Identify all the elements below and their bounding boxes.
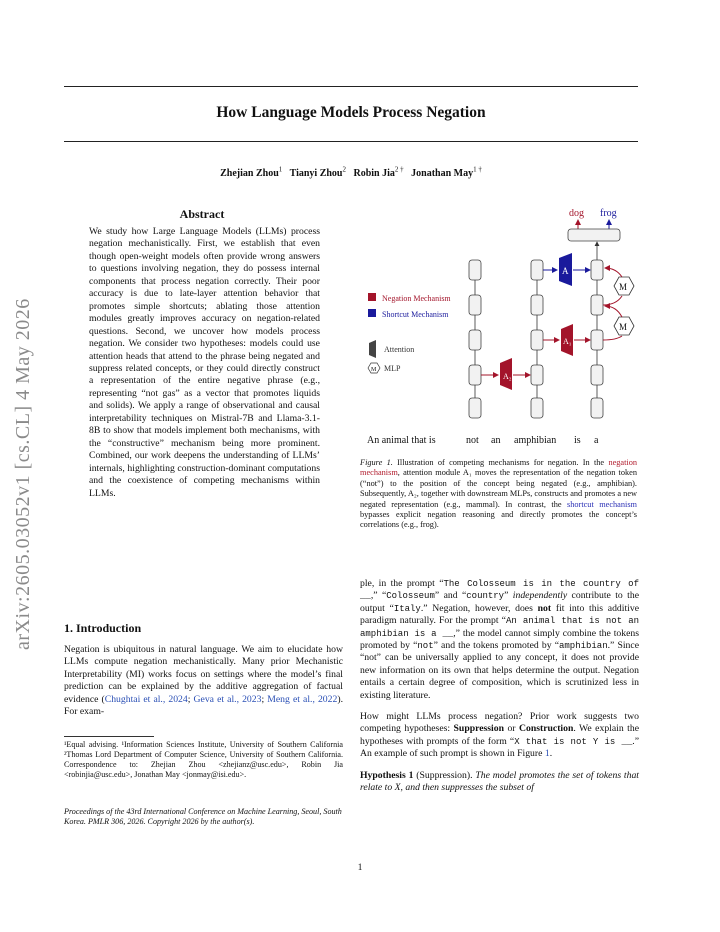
legend-shortcut-label: Shortcut Mechanism [382,310,449,319]
legend-mlp-label: MLP [384,364,401,373]
a1-label: A₂ [503,372,512,381]
unembedding-box [568,229,620,241]
token-prefix: An animal that is [367,435,436,446]
title-rule [64,141,638,142]
intro-paragraph-right-1: ple, in the prompt “The Colosseum is in the country of __,” “Colosseum” and “country” independently contribute to the output “Italy.” Negation, however, does not fit into this additive paradigm naturally. For the prompt “An animal that is not an amphibian is a __,” the model cannot simply combine the tokens promoted by “not” and the tokens promoted by “amphibian.” Since “not” can be universally applied to any concept, it does not provide new information on its own that helps determine the output. Negation entails a certain degree of composition, which is scrutinized less in existing literature. [360,578,639,701]
output-label-dog: dog [569,208,584,219]
author-2: Tianyi Zhou$^2$ [289,166,346,180]
token-a: a [594,435,599,446]
citation-link[interactable]: Meng et al., 2022 [267,693,338,705]
svg-text:M: M [371,367,377,373]
legend-attention-label: Attention [384,345,415,354]
intro-heading: 1. Introduction [64,621,142,635]
intro-paragraph: Negation is ubiquitous in natural language. We aim to elucidate how LLMs compute negation mechanistically. Many prior Mechanistic Interpretability (MI) works focus on settings where the model’s final prediction can be explained by the additive aggregation of factual evidence (Chughtai et al., 2024; Geva et al., 2023; Meng et al., 2022). For exam- [64,644,343,718]
author-4: Jonathan May$^{1 \dagger}$ [411,166,482,180]
mlp-upper [614,277,634,295]
svg-text:M: M [619,282,628,292]
shortcut-mechanism-link[interactable]: shortcut mechanism [567,499,637,509]
legend-negation-swatch [368,293,376,301]
footnote-rule [64,736,154,737]
legend-negation-label: Negation Mechanism [382,294,451,303]
page-number: 1 [357,862,363,873]
hypothesis-1: Hypothesis 1 (Suppression). The model promotes the set of tokens that relate to X, and then suppresses the subset of [360,769,639,794]
token-is: is [574,435,581,446]
author-1: Zhejian Zhou$^1$ [220,166,283,180]
footnote: ¹Equal advising. ¹Information Sciences Institute, University of Southern California ²Thomas Lord Department of Computer Science, University of Southern California. Correspondence to: Zhejian Zhou <zhejianz@usc.edu>, Robin Jia <robinjia@usc.edu>, Jonathan May <jonmay@isi.edu>. [64,740,343,780]
figure-1-diagram [360,200,640,450]
citation-link[interactable]: Geva et al., 2023 [193,693,262,705]
svg-text:M: M [619,322,628,332]
abstract-heading: Abstract [179,207,225,221]
legend-shortcut-swatch [368,309,376,317]
mlp-legend-icon [368,363,380,373]
intro-continued [360,578,639,795]
paper-title: How Language Models Process Negation [216,104,486,121]
top-rule [64,86,638,87]
shortcut-label: A [562,266,569,276]
proceedings-note: Proceedings of the 43rd International Conference on Machine Learning, Seoul, South Korea. PMLR 306, 2026. Copyright 2026 by the author(s). [64,807,342,827]
figure-caption: Figure 1. Illustration of competing mechanisms for negation. In the negation mechanism, attention module A₁ moves the representation of the negation token (“not”) to the position of the concept being negated (e.g., amphibian). Subsequently, A₂, together with downstream MLPs, constructs and promotes a new negated representation (e.g., mammal). In contrast, the shortcut mechanism bypasses explicit negation reasoning and directly promotes the concept’s correlations (e.g., frog). [360,458,638,530]
negation-mechanism-link[interactable]: negation mechanism [360,458,638,478]
intro-paragraph-right-2: How might LLMs process negation? Prior work suggests two competing hypotheses: Suppression or Construction. We explain the hypotheses with prompts of the form “X that is not Y is __.” An example of such prompt is shown in Figure 1. [360,711,639,760]
a2-label: A₁ [563,337,572,346]
attention-legend-icon [369,340,376,358]
author-3: Robin Jia$^{2 \dagger}$ [353,166,404,180]
token-an: an [491,435,501,446]
token-amphibian: amphibian [514,435,557,446]
mlp-lower [614,317,634,335]
figure-ref-link[interactable]: 1 [544,748,550,760]
token-not: not [466,435,479,446]
citation-link[interactable]: Chughtai et al., 2024 [104,693,188,705]
output-label-frog: frog [600,208,617,219]
arxiv-watermark: arXiv:2605.03052v1 [cs.CL] 4 May 2026 [12,298,34,650]
abstract-text: We study how Large Language Models (LLMs) process negation mechanistically. First, we establish that even though open-weight models often provide wrong answers to questions involving negation, they do possess internal components that process negation correctly. Their poor accuracy is due to late-layer attention behavior that promotes simple shortcuts; ablating those attention modules greatly improves accuracy on negation-related questions. Second, we uncover how models process negation. We consider two hypotheses: models could use attention heads that attend to the phrase being negated and suppress related concepts, or they could directly construct a representation of the entire negative phrase (e.g., representing “not gas” as a vector that promotes liquids and solids). We apply a range of observational and causal interpretability techniques on Mistral-7B and Llama-3.1-8B to show that models implement both mechanisms, with the “constructive” mechanism being more prominent. Combined, our work deepens the understanding of LLMs’ internals, highlighting construction-dominant computations and the coexistence of competing mechanisms within LLMs. [89,226,320,499]
author-list [64,166,638,179]
